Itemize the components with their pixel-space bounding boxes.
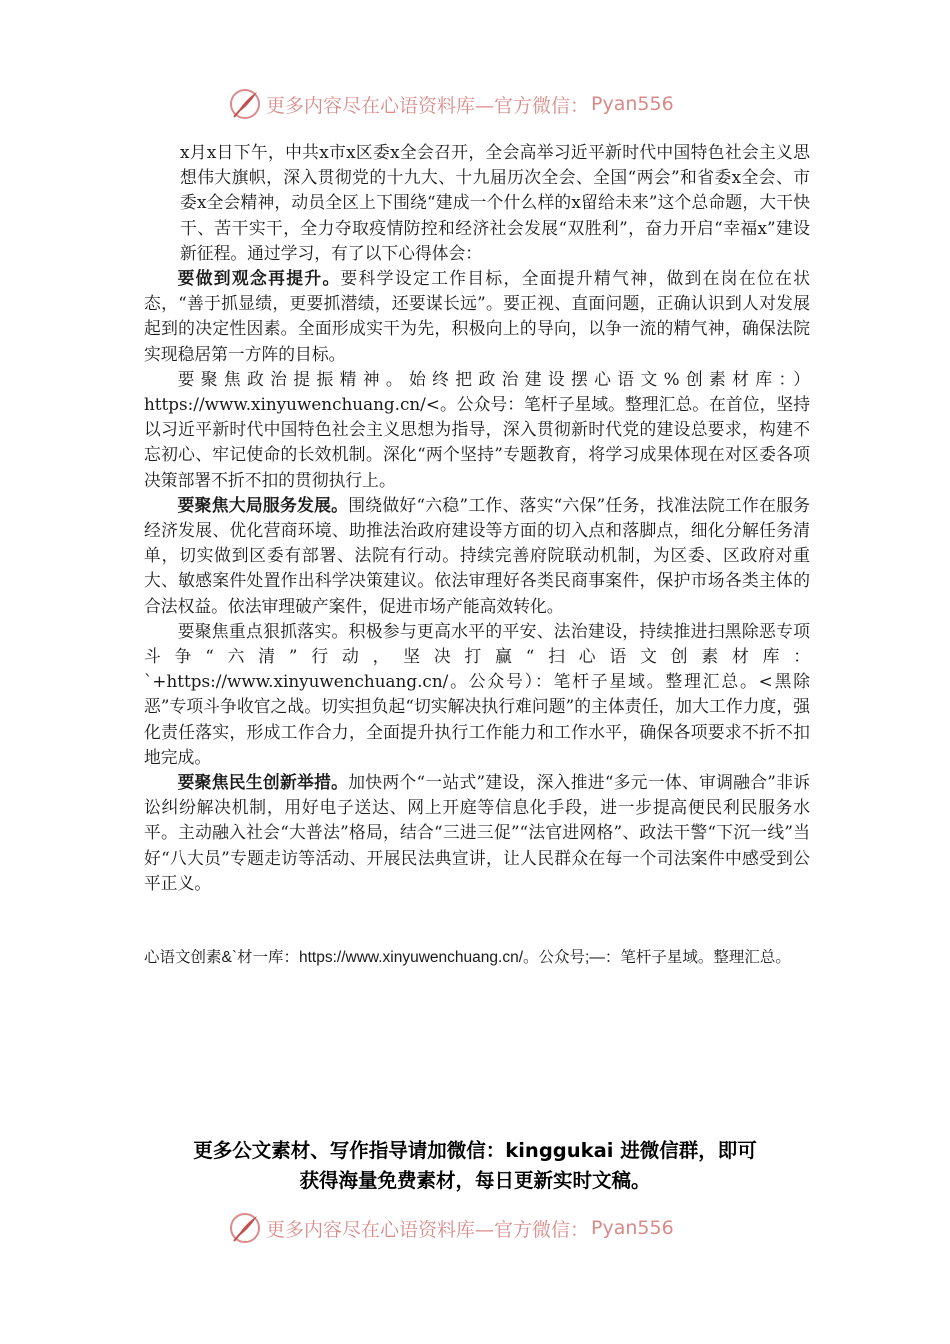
section-heading: 要聚焦民生创新举措。 bbox=[177, 772, 349, 793]
article-body bbox=[144, 140, 810, 896]
intro-paragraph bbox=[144, 140, 810, 266]
promo-line-2: 获得海量免费素材，每日更新实时文稿。 bbox=[299, 1169, 651, 1192]
paragraph-text: 围绕做好“六稳”工作、落实“六保”任务，找准法院工作在服务经济发展、优化营商环境、助推法治政府建设等方面的切入点和落脚点，细化分解任务清单，切实做到区委有部署、法院有行动。持续完善府院联动机制，为区委、区政府对重大、敏感案件处置作出科学决策建议。依法审理好各类民商事案件，保护市场各类主体的合法权益。依法审理破产案件，促进市场产能高效转化。 bbox=[144, 494, 810, 616]
paragraph-text: 要科学设定工作目标，全面提升精气神，做到在岗在位在状态，“善于抓显绩，更要抓潜绩，还要谋长远”。要正视、直面问题，正确认识到人对发展起到的决定性因素。全面形成实干为先，积极向上的导向，以争一流的精气神，确保法院实现稳居第一方阵的目标。 bbox=[144, 268, 810, 364]
header-banner-text: 更多内容尽在心语资料库—官方微信： bbox=[266, 94, 590, 117]
source-line: 心语文创素&`材一库：https://www.xinyuwenchuang.cn/。公众号;—：笔杆子星域。整理汇总。 bbox=[144, 949, 791, 966]
section-heading: 要聚焦大局服务发展。 bbox=[177, 494, 349, 515]
footer-banner bbox=[228, 1210, 748, 1246]
header-banner bbox=[228, 86, 748, 122]
promo-block bbox=[110, 1136, 840, 1196]
section-paragraph bbox=[144, 770, 810, 896]
section-paragraph bbox=[144, 367, 810, 493]
paragraph-text: 要聚焦政治提振精神。始终把政治建设摆心语文%创素材库：）https://www.xinyuwenchuang.cn/<。公众号：笔杆子星域。整理汇总。在首位，坚持以习近平新时代中国特色社会主义思想为指导，深入贯彻新时代党的建设总要求，构建不忘初心、牢记使命的长效机制。深化“两个坚持”专题教育，将学习成果体现在对区委各项决策部署不折不扣的贯彻执行上。 bbox=[144, 368, 810, 490]
footer-banner-text: 更多内容尽在心语资料库—官方微信： bbox=[266, 1218, 590, 1241]
footer-wechat-id: Pyan556 bbox=[591, 1217, 674, 1239]
promo-line-1: 更多公文素材、写作指导请加微信：kinggukai 进微信群，即可 bbox=[193, 1139, 757, 1162]
section-heading: 要做到观念再提升。 bbox=[177, 268, 341, 289]
paragraph-text: x月x日下午，中共x市x区委x全会召开，全会高举习近平新时代中国特色社会主义思想伟大旗帜，深入贯彻党的十九大、十九届历次全会、全国“两会”和省委x全会、市委x全会精神，动员全区上下围绕“建成一个什么样的x留给未来”这个总命题，大干快干、苦干实干，全力夺取疫情防控和经济社会发展“双胜利”，奋力开启“幸福x”建设新征程。通过学习，有了以下心得体会： bbox=[180, 142, 810, 263]
quill-logo-icon bbox=[228, 1211, 262, 1245]
section-paragraph bbox=[144, 493, 810, 619]
paragraph-text: 加快两个“一站式”建设，深入推进“多元一体、审调融合”非诉讼纠纷解决机制，用好电子送达、网上开庭等信息化手段，进一步提高便民利民服务水平。主动融入社会“大普法”格局，结合“三进三促”“法官进网格”、政法干警“下沉一线”当好“八大员”专题走访等活动、开展民法典宣讲，让人民群众在每一个司法案件中感受到公平正义。 bbox=[144, 772, 810, 893]
section-paragraph bbox=[144, 266, 810, 367]
header-wechat-id: Pyan556 bbox=[591, 93, 674, 115]
section-paragraph bbox=[144, 619, 810, 770]
paragraph-text: 要聚焦重点狠抓落实。积极参与更高水平的平安、法治建设，持续推进扫黑除恶专项斗争“六清”行动，坚决打赢“扫心语文创素材库：`+https://www.xinyuwenchuang.cn/。公众号）：笔杆子星域。整理汇总。<黑除恶”专项斗争收官之战。切实担负起“切实解决执行难问题”的主体责任，加大工作力度，强化责任落实，形成工作合力，全面提升执行工作能力和工作水平，确保各项要求不折不扣地完成。 bbox=[144, 620, 810, 767]
quill-logo-icon bbox=[228, 87, 262, 121]
